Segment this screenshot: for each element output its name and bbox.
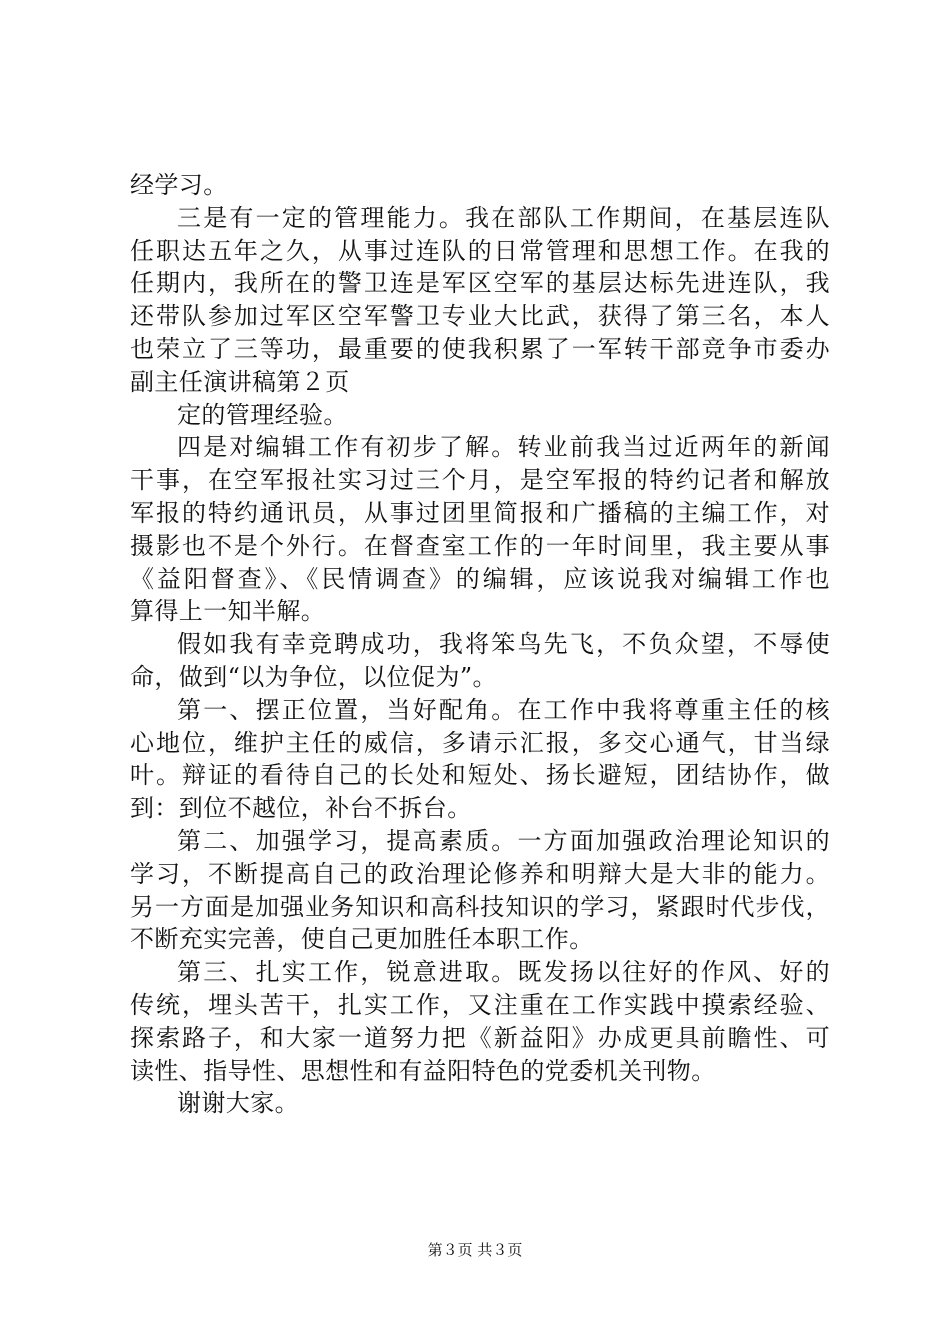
text-line: 任职达五年之久，从事过连队的日常管理和思想工作。在我的 bbox=[130, 236, 830, 265]
text-line: 副主任演讲稿第２页 bbox=[130, 367, 350, 396]
text-line: 心地位，维护主任的威信，多请示汇报，多交心通气，甘当绿 bbox=[130, 728, 830, 757]
document-body bbox=[130, 169, 830, 1120]
text-line: 算得上一知半解。 bbox=[130, 597, 326, 626]
page-footer: 第３页 共３页 bbox=[427, 1241, 523, 1259]
text-line: 摄影也不是个外行。在督查室工作的一年时间里，我主要从事 bbox=[130, 531, 830, 560]
text-line: 定的管理经验。 bbox=[177, 400, 348, 429]
text-line: 学习，不断提高自己的政治理论修养和明辩大是大非的能力。 bbox=[130, 859, 830, 888]
text-line: 任期内，我所在的警卫连是军区空军的基层达标先进连队，我 bbox=[130, 269, 830, 298]
text-line: 叶。辩证的看待自己的长处和短处、扬长避短，团结协作，做 bbox=[130, 761, 830, 790]
text-line: 还带队参加过军区空军警卫专业大比武，获得了第三名，本人 bbox=[130, 302, 830, 331]
text-line: 干事，在空军报社实习过三个月，是空军报的特约记者和解放 bbox=[130, 466, 830, 495]
text-line: 第三、扎实工作，锐意进取。既发扬以往好的作风、好的 bbox=[177, 958, 830, 987]
text-line: 第一、摆正位置，当好配角。在工作中我将尊重主任的核 bbox=[177, 695, 830, 724]
text-line: 三是有一定的管理能力。我在部队工作期间，在基层连队 bbox=[177, 203, 830, 232]
text-line: 命，做到“以为争位，以位促为”。 bbox=[130, 662, 497, 691]
text-line: 读性、指导性、思想性和有益阳特色的党委机关刊物。 bbox=[130, 1056, 716, 1085]
text-line: 另一方面是加强业务知识和高科技知识的学习，紧跟时代步伐， bbox=[130, 892, 830, 921]
text-line: 探索路子，和大家一道努力把《新益阳》办成更具前瞻性、可 bbox=[130, 1023, 830, 1052]
text-line: 经学习。 bbox=[130, 171, 228, 199]
text-line: 军报的特约通讯员，从事过团里简报和广播稿的主编工作，对 bbox=[130, 498, 830, 527]
text-line: 谢谢大家。 bbox=[177, 1089, 299, 1118]
text-line: 假如我有幸竞聘成功，我将笨鸟先飞，不负众望，不辱使 bbox=[177, 630, 830, 659]
text-line: 第二、加强学习，提高素质。一方面加强政治理论知识的 bbox=[177, 826, 830, 855]
text-line: 四是对编辑工作有初步了解。转业前我当过近两年的新闻 bbox=[177, 433, 830, 462]
text-line: 《益阳督查》、《民情调查》的编辑，应该说我对编辑工作也 bbox=[130, 564, 830, 593]
text-line: 不断充实完善，使自己更加胜任本职工作。 bbox=[130, 925, 594, 954]
text-line: 传统，埋头苦干，扎实工作，又注重在工作实践中摸索经验、 bbox=[130, 990, 830, 1019]
text-line: 也荣立了三等功，最重要的使我积累了一军转干部竞争市委办 bbox=[130, 334, 830, 363]
text-line: 到：到位不越位，补台不拆台。 bbox=[130, 794, 472, 823]
